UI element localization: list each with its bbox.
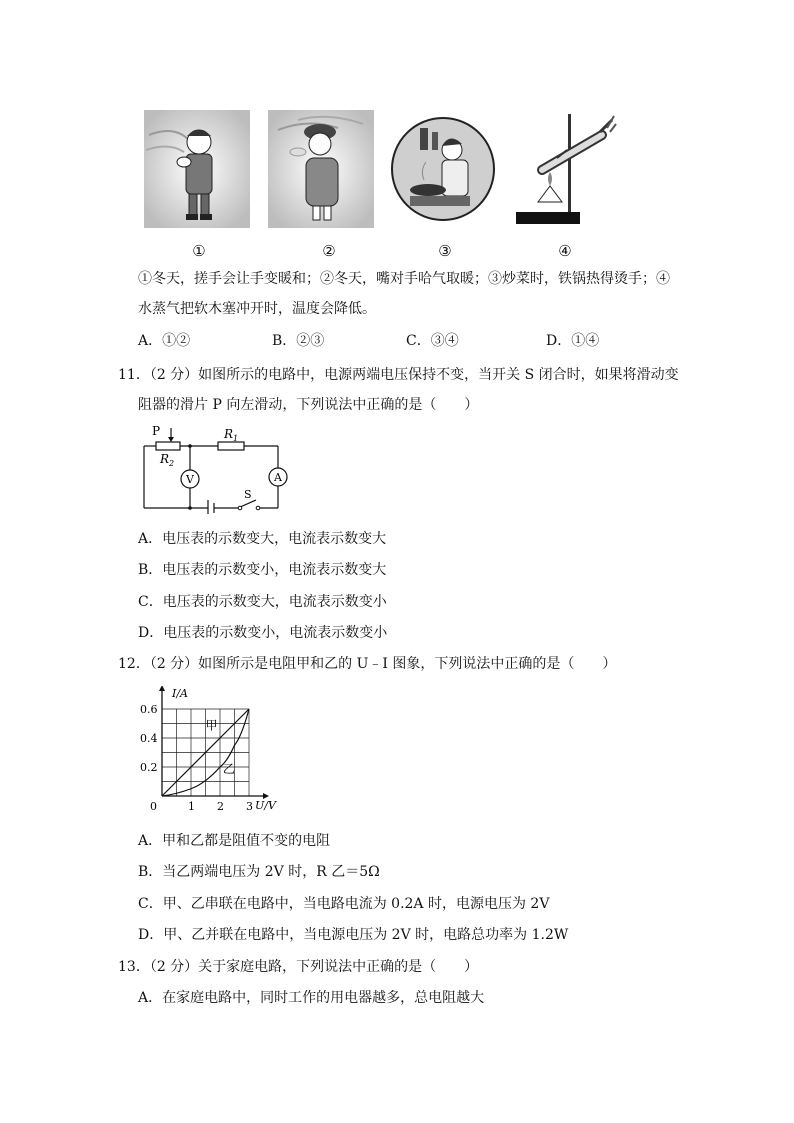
q12-option-c: C．甲、乙串联在电路中，当电路电流为 0.2A 时，电源电压为 2V xyxy=(138,896,550,912)
picture-number-4: ④ xyxy=(558,242,572,260)
q12-stem: 12．（2 分）如图所示是电阻甲和乙的 U﹣I 图象，下列说法中正确的是（ ） xyxy=(118,656,617,672)
x-tick-label: 1 xyxy=(188,800,195,813)
q12-option-b: B．当乙两端电压为 2V 时，R 乙＝5Ω xyxy=(138,864,380,880)
y-axis-label: I/A xyxy=(172,687,188,700)
circuit-label-r2: $R_2$ xyxy=(160,452,175,468)
x-tick-label: 3 xyxy=(246,800,253,813)
switch-label: S xyxy=(244,488,252,501)
q12-option-d: D．甲、乙并联在电路中，当电源电压为 2V 时，电路总功率为 1.2W xyxy=(138,927,569,943)
q13-stem: 13．（2 分）关于家庭电路，下列说法中正确的是（ ） xyxy=(118,959,479,975)
q10-option-a: A．①② xyxy=(138,333,191,349)
q11-stem-line1: 11．（2 分）如图所示的电路中，电源两端电压保持不变，当开关 S 闭合时，如果将滑动变 xyxy=(118,367,679,383)
ui-graph xyxy=(140,686,290,818)
q11-option-b: B．电压表的示数变小，电流表示数变大 xyxy=(138,562,387,578)
q12-option-a: A．甲和乙都是阻值不变的电阻 xyxy=(138,833,331,849)
x-tick-label: 2 xyxy=(217,800,224,813)
q10-option-d: D．①④ xyxy=(546,333,600,349)
picture-number-2: ② xyxy=(322,242,336,260)
q11-stem-line2: 阻器的滑片 P 向左滑动，下列说法中正确的是（ ） xyxy=(138,397,479,413)
picture-breathing-on-hands xyxy=(268,110,374,228)
q10-option-b: B．②③ xyxy=(272,333,325,349)
picture-test-tube-steam xyxy=(512,110,618,228)
circuit-diagram xyxy=(140,418,300,514)
picture-number-1: ① xyxy=(192,242,206,260)
picture-cooking xyxy=(390,110,496,228)
picture-number-3: ③ xyxy=(438,242,452,260)
q13-option-a: A．在家庭电路中，同时工作的用电器越多，总电阻越大 xyxy=(138,990,485,1006)
x-axis-label: U/V xyxy=(255,799,276,812)
y-tick-label: 0.2 xyxy=(140,761,158,774)
y-axis-arrow xyxy=(159,686,165,691)
x-tick-label: 0 xyxy=(150,800,157,813)
q10-description-line2: 水蒸气把软木塞冲开时，温度会降低。 xyxy=(138,301,376,317)
q11-option-a: A．电压表的示数变大，电流表示数变大 xyxy=(138,531,387,547)
y-tick-label: 0.4 xyxy=(140,732,158,745)
y-tick-label: 0.6 xyxy=(140,703,158,716)
ammeter-label: A xyxy=(274,471,282,484)
voltmeter-label: V xyxy=(186,473,194,486)
q11-option-d: D．电压表的示数变小，电流表示数变小 xyxy=(138,625,388,641)
picture-rubbing-hands xyxy=(144,110,250,228)
series-label-yi: 乙 xyxy=(222,761,235,776)
circuit-label-r1: $R_1$ xyxy=(224,427,239,443)
series-label-jia: 甲 xyxy=(205,718,218,733)
q10-description-line1: ①冬天，搓手会让手变暖和；②冬天，嘴对手哈气取暖；③炒菜时，铁锅热得烫手；④ xyxy=(138,271,670,287)
circuit-label-p: P xyxy=(152,424,161,438)
q11-option-c: C．电压表的示数变大，电流表示数变小 xyxy=(138,594,387,610)
q10-option-c: C．③④ xyxy=(406,333,459,349)
